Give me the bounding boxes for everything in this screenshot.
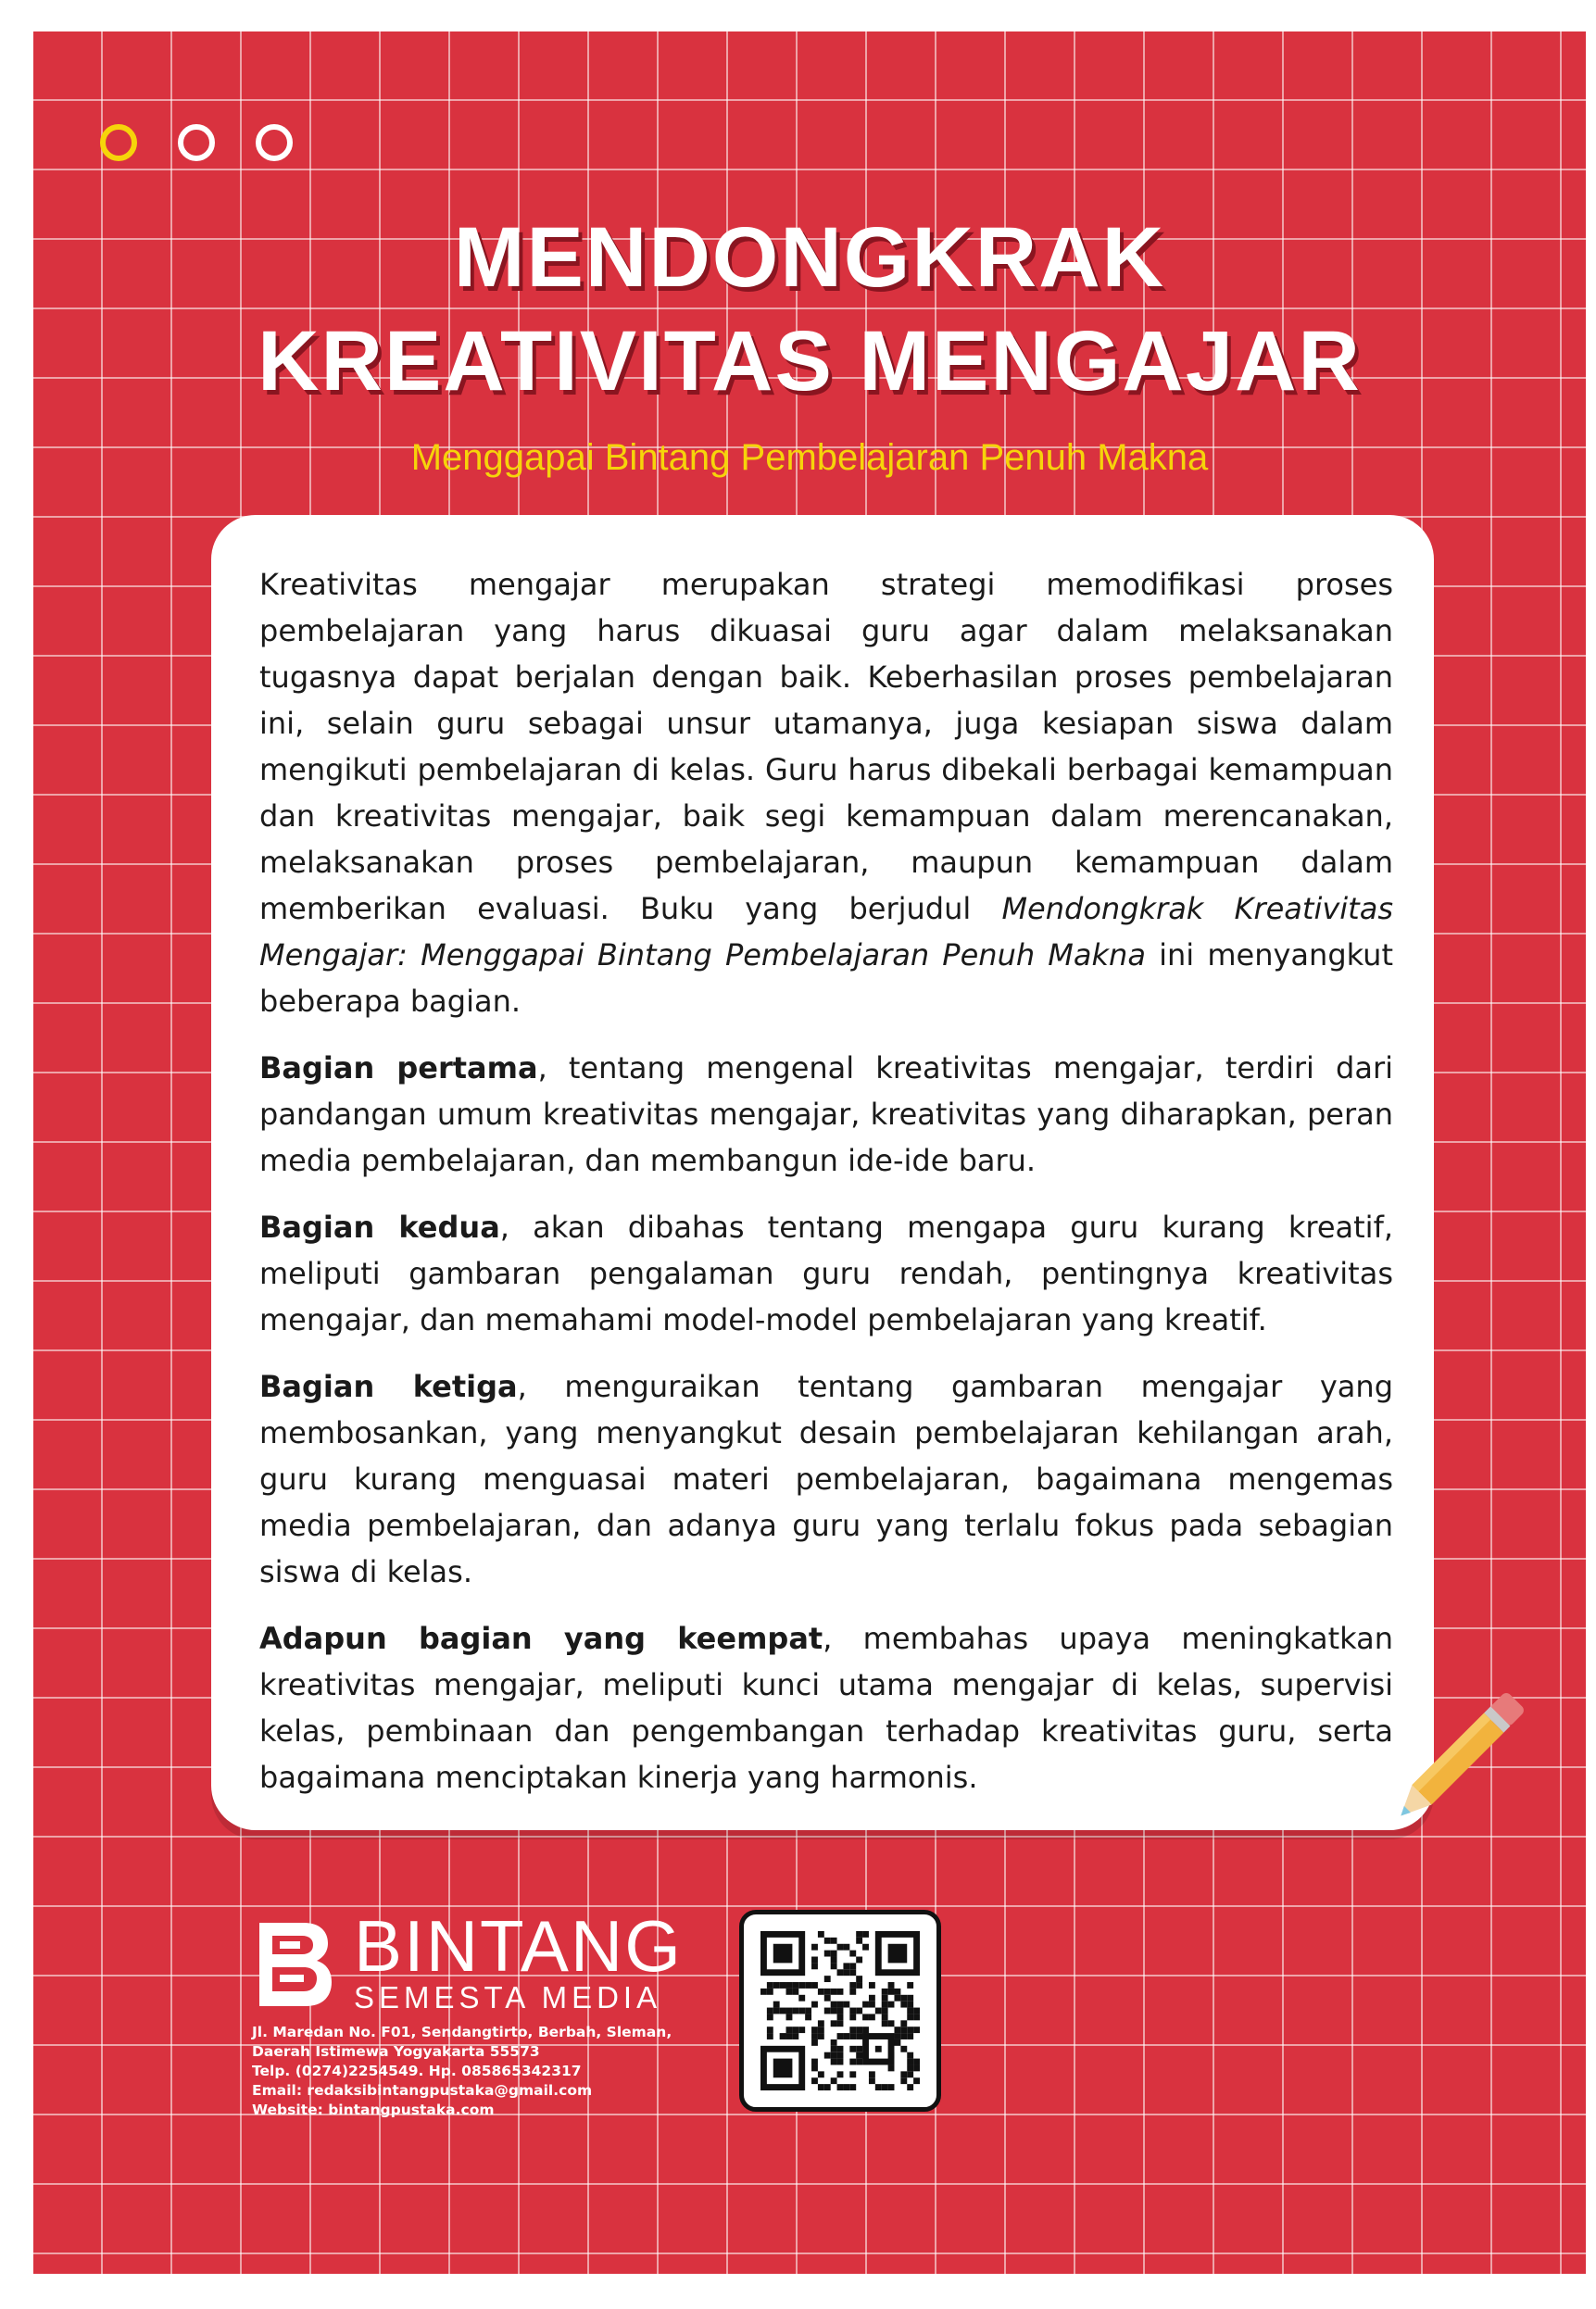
dot-white <box>178 124 215 161</box>
website-line: Website: bintangpustaka.com <box>252 2102 495 2118</box>
book-title <box>33 206 1586 413</box>
synopsis-paragraph-1: Kreativitas mengajar merupakan strategi memodifikasi proses pembelajaran yang harus dikuasai guru agar dalam melaksanakan tugasnya dapat berjalan dengan baik. Keberhasilan proses pembelajaran ini, selain guru sebagai unsur utamanya, juga kesiapan siswa dalam mengikuti pembelajaran di kelas. Guru harus dibekali berbagai kemampuan dan kreativitas mengajar, baik segi kemampuan dalam merencanakan, melaksanakan proses pembelajaran, maupun kemampuan dalam memberikan evaluasi. Buku yang berjudul Mendongkrak Kreativitas Mengajar: Menggapai Bintang Pembelajaran Penuh Makna ini menyangkut beberapa bagian. <box>259 567 1394 1019</box>
back-cover <box>33 31 1586 2274</box>
synopsis-paragraph-4: Bagian ketiga, menguraikan tentang gambaran mengajar yang membosankan, yang menyangkut desain pembelajaran kehilangan arah, guru kurang menguasai materi pembelajaran, bagaimana mengemas media pembelajaran, dan adanya guru yang terlalu fokus pada sebagian siswa di kelas. <box>259 1369 1394 1589</box>
address-line-1: Jl. Maredan No. F01, Sendangtirto, Berbah, Sleman, <box>252 2024 672 2040</box>
dot-white <box>256 124 293 161</box>
publisher-name: BINTANG <box>354 1905 683 1987</box>
publisher-name-block <box>354 1905 683 2015</box>
synopsis-paragraph-5: Adapun bagian yang keempat, membahas upaya meningkatkan kreativitas mengajar, meliputi kunci utama mengajar di kelas, supervisi kelas, pembinaan dan pengembangan terhadap kreativitas guru, serta bagaimana menciptakan kinerja yang harmonis. <box>259 1621 1394 1795</box>
synopsis-paragraph-2: Bagian pertama, tentang mengenal kreativitas mengajar, terdiri dari pandangan umum kreativitas mengajar, kreativitas yang diharapkan, peran media pembelajaran, dan membangun ide-ide baru. <box>259 1050 1394 1178</box>
synopsis-card <box>211 515 1434 1830</box>
book-subtitle: Menggapai Bintang Pembelajaran Penuh Makna <box>410 437 1209 478</box>
publisher-subname: SEMESTA MEDIA <box>354 1980 662 2014</box>
address-line-2: Daerah Istimewa Yogyakarta 55573 <box>252 2043 540 2060</box>
book-title-italic: Mendongkrak Kreativitas Mengajar: Menggapai Bintang Pembelajaran Penuh Makna <box>259 891 1394 973</box>
bintang-logo-icon <box>252 1912 337 2015</box>
dot-yellow <box>100 124 137 161</box>
title-line-2: KREATIVITAS MENGAJAR <box>258 314 1362 408</box>
phone-line: Telp. (0274)2254549. Hp. 085865342317 <box>252 2063 582 2079</box>
qr-code[interactable] <box>739 1910 941 2112</box>
section-label: Bagian pertama <box>259 1050 538 1085</box>
section-label: Bagian ketiga <box>259 1369 518 1404</box>
publisher-contact <box>252 2023 672 2120</box>
window-dots-icon <box>100 124 293 161</box>
synopsis-paragraph-3: Bagian kedua, akan dibahas tentang mengapa guru kurang kreatif, meliputi gambaran pengalaman guru rendah, pentingnya kreativitas mengajar, dan memahami model-model pembelajaran yang kreatif. <box>259 1210 1394 1337</box>
email-line: Email: redaksibintangpustaka@gmail.com <box>252 2082 593 2099</box>
pencil-icon <box>1376 1680 1534 1838</box>
section-label: Adapun bagian yang keempat <box>259 1621 823 1656</box>
synopsis-text <box>259 561 1393 1821</box>
publisher-logo <box>252 1905 683 2015</box>
qr-code-pattern <box>760 1931 920 2090</box>
title-line-1: MENDONGKRAK <box>453 210 1166 305</box>
section-label: Bagian kedua <box>259 1210 500 1245</box>
